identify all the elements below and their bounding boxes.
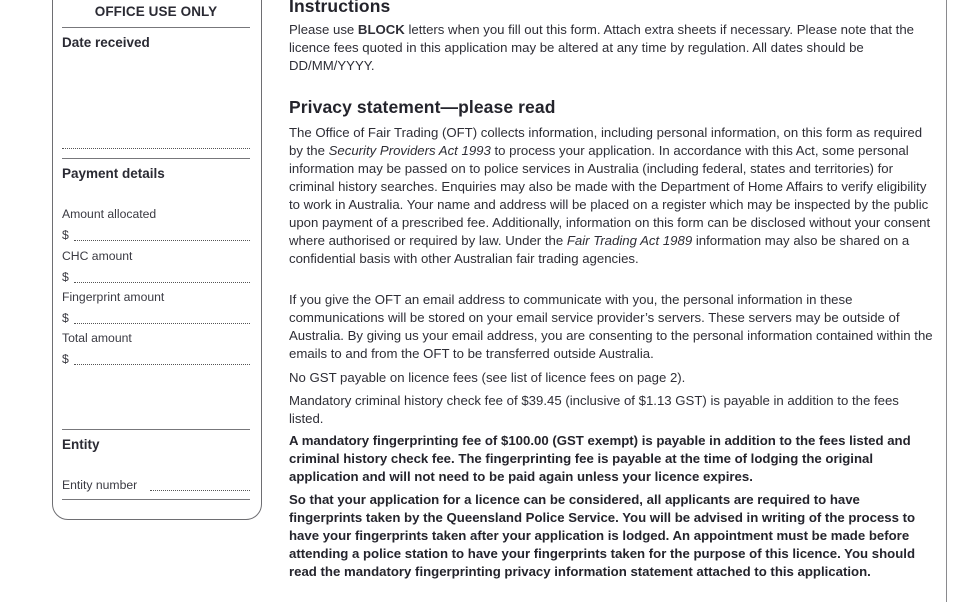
- divider: [62, 27, 250, 28]
- amount-allocated-field[interactable]: [62, 228, 250, 244]
- criminal-history-fee-note: Mandatory criminal history check fee of $39.45 (inclusive of $1.13 GST) is payable in addition to the fees listed.: [289, 393, 899, 426]
- divider: [62, 158, 250, 159]
- act-name: Security Providers Act 1993: [328, 143, 491, 158]
- currency-symbol: $: [62, 311, 69, 325]
- entity-heading: Entity: [62, 437, 100, 452]
- instructions-heading: Instructions: [289, 0, 391, 16]
- divider: [62, 429, 250, 430]
- currency-symbol: $: [62, 228, 69, 242]
- privacy-heading: Privacy statement—please read: [289, 97, 556, 117]
- chc-amount-label: CHC amount: [62, 249, 133, 263]
- amount-allocated-label: Amount allocated: [62, 207, 157, 221]
- date-received-heading: Date received: [62, 35, 150, 50]
- fingerprinting-requirement-note: So that your application for a licence can be considered, all applicants are required to have fingerprints taken by the Queensland Police Service. You will be advised in writing of the process to have your fingerprints taken after your application is lodged. An appointment must be made before attending a police station to have your fingerprints taken for the purpose of this licence. You should read the mandatory fingerprinting privacy information statement attached to this application.: [289, 492, 916, 579]
- act-name: Fair Trading Act 1989: [566, 233, 693, 248]
- currency-symbol: $: [62, 270, 69, 284]
- office-use-title: OFFICE USE ONLY: [94, 4, 218, 19]
- privacy-paragraph-2: If you give the OFT an email address to communicate with you, the personal information in these communications will be stored on your email service provider’s servers. These servers may be outside of Australia. By giving us your email address, you are consenting to the personal information contained within the emails to and from the OFT to be transferred outside Australia.: [289, 292, 933, 361]
- currency-symbol: $: [62, 352, 69, 366]
- fingerprint-amount-field[interactable]: [62, 311, 250, 327]
- divider: [62, 499, 250, 500]
- fingerprint-amount-label: Fingerprint amount: [62, 290, 165, 304]
- date-received-field[interactable]: [62, 148, 250, 149]
- total-amount-label: Total amount: [62, 331, 132, 345]
- payment-details-heading: Payment details: [62, 166, 165, 181]
- instructions-text: Please use BLOCK letters when you fill out this form. Attach extra sheets if necessary. Please note that the licence fees quoted in this application may be altered at any time by regulation. All dates should be DD/MM/YYYY.: [289, 22, 915, 73]
- chc-amount-field[interactable]: [62, 270, 250, 286]
- entity-number-label: Entity number: [62, 478, 138, 492]
- fingerprinting-fee-note: A mandatory fingerprinting fee of $100.00 (GST exempt) is payable in addition to the fees listed and criminal history check fee. The fingerprinting fee is payable at the time of lodging the original application and will not need to be paid again unless your licence expires.: [289, 433, 911, 484]
- entity-number-field[interactable]: [62, 478, 250, 494]
- gst-note: No GST payable on licence fees (see list of licence fees on page 2).: [289, 370, 686, 385]
- block-emphasis: BLOCK: [357, 22, 405, 37]
- page-border: [946, 0, 947, 602]
- total-amount-field[interactable]: [62, 352, 250, 368]
- privacy-paragraph-1: The Office of Fair Trading (OFT) collects information, including personal information, on this form as required by the Security Providers Act 1993 to process your application. In accordance with this Act, some personal information may be passed on to police services in Australia (including federal, states and territories) for criminal history searches. Enquiries may also be made with the Department of Home Affairs to verify eligibility to work in Australia. Your name and address will be placed on a register which may be inspected by the public upon payment of a prescribed fee. Additionally, information on this form can be disclosed without your consent where authorised or required by law. Under the Fair Trading Act 1989 information may also be shared on a confidential basis with other Australian fair trading agencies.: [289, 125, 931, 266]
